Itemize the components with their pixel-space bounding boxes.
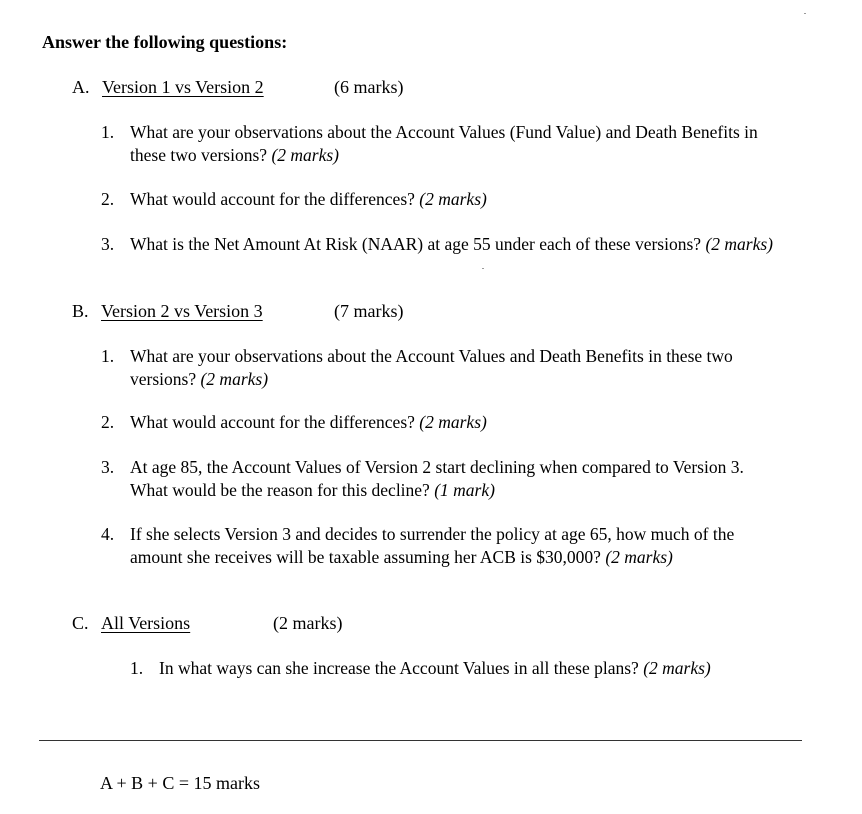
question-number: 1.	[101, 346, 115, 366]
section-b-marks: (7 marks)	[334, 301, 404, 321]
section-c-letter: C.	[72, 613, 89, 633]
section-c-title: All Versions	[101, 613, 191, 633]
section-b-title: Version 2 vs Version 3	[101, 301, 263, 321]
divider-line	[39, 740, 802, 741]
question-text: What would account for the differences? (2 marks)	[130, 189, 487, 209]
question-marks: (2 marks)	[200, 369, 269, 389]
question-marks: (2 marks)	[419, 189, 487, 209]
scan-speck	[482, 268, 484, 269]
question-number: 3.	[101, 457, 115, 477]
section-b-header	[72, 301, 263, 322]
question-marks: (2 marks)	[605, 547, 673, 567]
section-b-letter: B.	[72, 301, 89, 321]
question-marks: (1 mark)	[434, 480, 495, 500]
total-marks: A + B + C = 15 marks	[100, 773, 260, 793]
question-text: At age 85, the Account Values of Version 2 start declining when compared to Version 3. What would be the reason for this decline? (1 mark)	[130, 457, 744, 500]
question-text: What is the Net Amount At Risk (NAAR) at age 55 under each of these versions? (2 marks)	[130, 234, 773, 254]
page-heading: Answer the following questions:	[42, 32, 288, 52]
question-number: 2.	[101, 189, 115, 209]
question-text: What would account for the differences? (2 marks)	[130, 412, 487, 432]
section-c-marks: (2 marks)	[273, 613, 343, 633]
section-a-marks: (6 marks)	[334, 77, 404, 97]
question-text: If she selects Version 3 and decides to surrender the policy at age 65, how much of the amount she receives will be taxable assuming her ACB is $30,000? (2 marks)	[130, 524, 735, 567]
section-a-letter: A.	[72, 77, 90, 97]
scan-speck	[804, 13, 806, 14]
question-marks: (2 marks)	[643, 658, 711, 678]
question-number: 1.	[130, 658, 144, 678]
question-number: 1.	[101, 122, 115, 142]
question-marks: (2 marks)	[271, 145, 339, 165]
question-text: What are your observations about the Account Values (Fund Value) and Death Benefits in these two versions? (2 marks)	[130, 122, 758, 165]
section-a-title: Version 1 vs Version 2	[102, 77, 264, 97]
question-number: 2.	[101, 412, 115, 432]
question-marks: (2 marks)	[705, 234, 773, 254]
section-a-header	[72, 77, 264, 98]
question-text: In what ways can she increase the Account Values in all these plans? (2 marks)	[159, 658, 711, 678]
question-text: What are your observations about the Account Values and Death Benefits in these two versions? (2 marks)	[130, 346, 733, 389]
question-marks: (2 marks)	[419, 412, 487, 432]
question-number: 3.	[101, 234, 115, 254]
question-number: 4.	[101, 524, 115, 544]
section-c-header	[72, 613, 190, 634]
